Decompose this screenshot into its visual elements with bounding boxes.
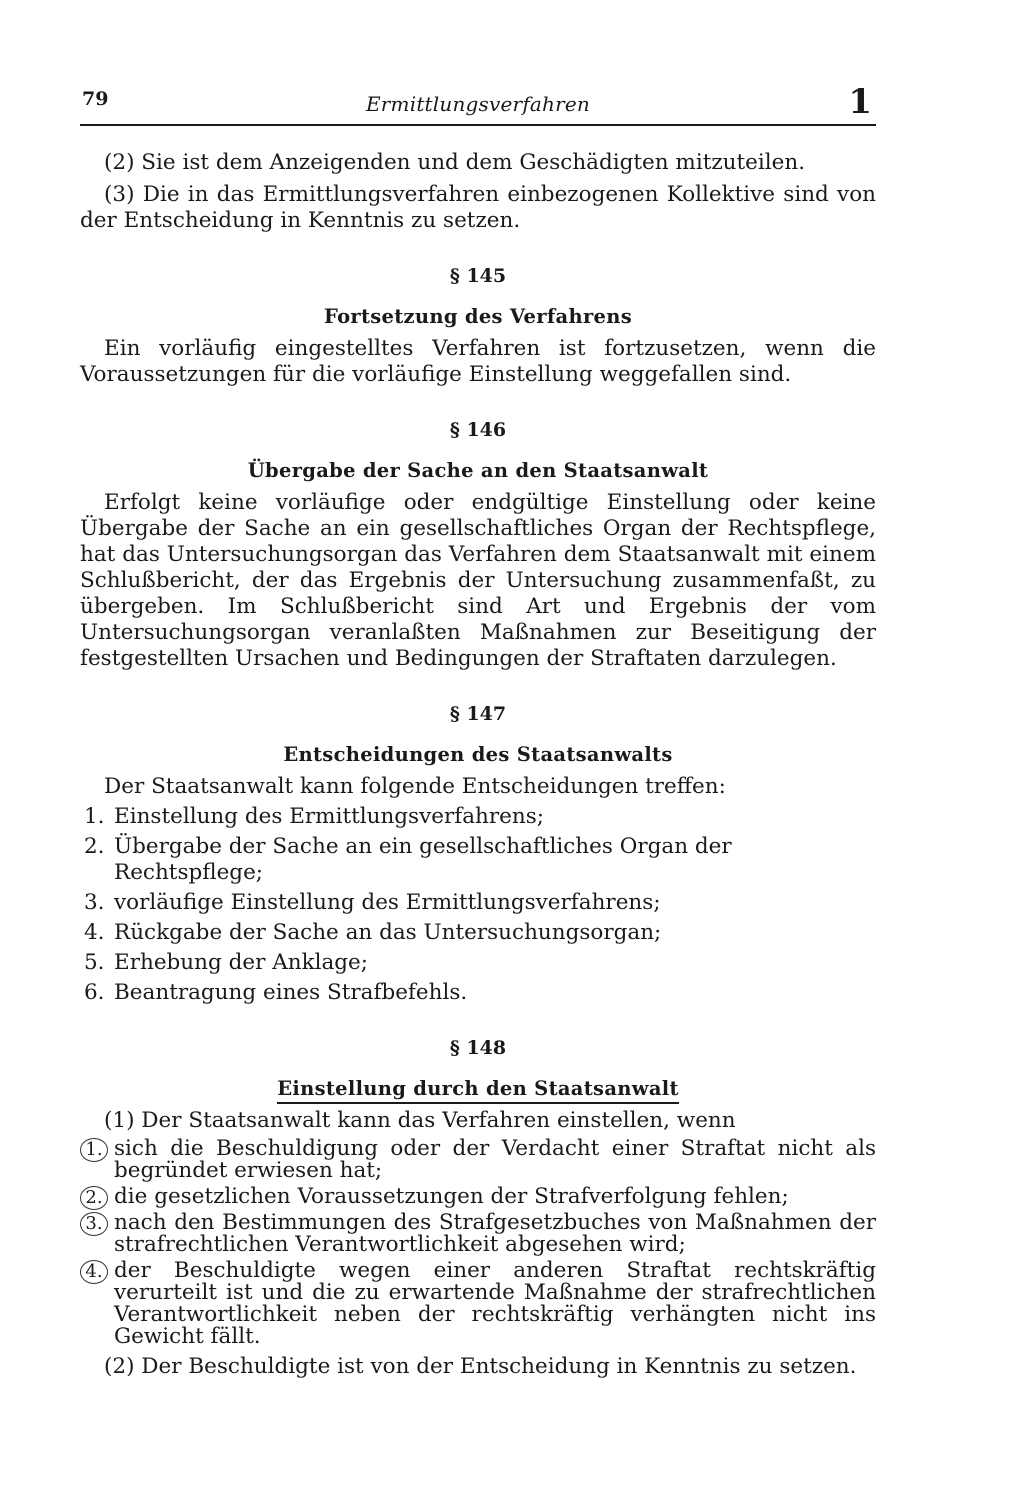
list-item-number: 1.: [84, 804, 105, 829]
list-item-number: 6.: [84, 980, 105, 1005]
list-item: [80, 890, 876, 916]
section-146-number: § 146: [449, 419, 507, 441]
list-item-text: nach den Bestimmungen des Strafgesetzbuches von Maßnahmen der strafrechtlichen Verantwortlichkeit abgesehen wird;: [114, 1210, 876, 1257]
list-item-number: 4.: [84, 920, 105, 945]
list-item: [80, 950, 876, 976]
section-148-number: § 148: [449, 1037, 507, 1059]
section-147-title: Entscheidungen des Staatsanwalts: [283, 743, 673, 766]
circled-number: 1.: [80, 1138, 108, 1162]
list-item-text: Einstellung des Ermittlungsverfahrens;: [114, 804, 544, 829]
page-content: [80, 150, 876, 1380]
section-146-text: Erfolgt keine vorläufige oder endgültige Einstellung oder keine Übergabe der Sache an ein gesellschaftliches Organ der Rechtspflege, hat das Untersuchungsorgan das Verfahren dem Staatsanwalt mit einem Schlußbericht, der das Ergebnis der Untersuchung zusammenfaßt, zu übergeben. Im Schlußbericht sind Art und Ergebnis der vom Untersuchungsorgan veranlaßten Maßnahmen zur Beseitigung der festgestellten Ursachen und Bedingungen der Straftaten darzulegen.: [80, 490, 876, 671]
section-147-number: § 147: [449, 703, 507, 725]
list-item: [80, 1186, 876, 1208]
list-item-number: 5.: [84, 950, 105, 975]
section-146-title: Übergabe der Sache an den Staatsanwalt: [247, 459, 709, 482]
list-item-text: Beantragung eines Strafbefehls.: [114, 980, 468, 1005]
section-145-title: Fortsetzung des Verfahrens: [324, 305, 632, 328]
list-item-text: sich die Beschuldigung oder der Verdacht einer Straftat nicht als begründet erwiesen hat;: [114, 1136, 876, 1183]
list-item: [80, 920, 876, 946]
list-item: [80, 1138, 876, 1182]
list-item: [80, 980, 876, 1006]
page-header: [80, 82, 876, 122]
list-item-text: vorläufige Einstellung des Ermittlungsverfahrens;: [114, 890, 661, 915]
section-148-para-1: (1) Der Staatsanwalt kann das Verfahren einstellen, wenn: [104, 1108, 736, 1133]
header-rule: [80, 124, 876, 126]
list-item-text: Übergabe der Sache an ein gesellschaftliches Organ der Rechtspflege;: [114, 834, 732, 885]
page-number: 79: [82, 88, 109, 110]
list-item-text: Erhebung der Anklage;: [114, 950, 369, 975]
section-145-text: Ein vorläufig eingestelltes Verfahren ist fortzusetzen, wenn die Voraussetzungen für die vorläufige Einstellung weggefallen sind.: [80, 336, 876, 387]
paragraph-3: (3) Die in das Ermittlungsverfahren einbezogenen Kollektive sind von der Entscheidung in Kenntnis zu setzen.: [80, 182, 876, 233]
section-145-number: § 145: [449, 265, 507, 287]
list-item: [80, 1260, 876, 1348]
section-148-para-2: (2) Der Beschuldigte ist von der Entscheidung in Kenntnis zu setzen.: [104, 1354, 857, 1379]
chapter-number: 1: [848, 82, 872, 122]
list-item: [80, 1212, 876, 1256]
list-item: [80, 834, 876, 886]
paragraph-2: (2) Sie ist dem Anzeigenden und dem Geschädigten mitzuteilen.: [104, 150, 806, 175]
list-item-text: die gesetzlichen Voraussetzungen der Strafverfolgung fehlen;: [114, 1184, 789, 1209]
section-148-title-text: Einstellung durch den Staatsanwalt: [277, 1077, 679, 1104]
list-item-number: 2.: [84, 834, 105, 859]
circled-number: 4.: [80, 1260, 108, 1284]
circled-number: 2.: [80, 1186, 108, 1210]
circled-number: 3.: [80, 1212, 108, 1236]
section-148-title: [80, 1077, 876, 1101]
running-title: Ermittlungsverfahren: [366, 92, 590, 116]
list-item-text: der Beschuldigte wegen einer anderen Straftat rechtskräftig verurteilt ist und die zu erwartende Maßnahme der strafrechtlichen Verantwortlichkeit neben der rechtskräftig verhängten nicht ins Gewicht fällt.: [114, 1258, 876, 1349]
list-item-text: Rückgabe der Sache an das Untersuchungsorgan;: [114, 920, 662, 945]
list-item: [80, 804, 876, 830]
section-147-intro: Der Staatsanwalt kann folgende Entscheidungen treffen:: [104, 774, 726, 799]
list-item-number: 3.: [84, 890, 105, 915]
condition-list: [80, 1138, 876, 1348]
decision-list: [80, 804, 876, 1006]
